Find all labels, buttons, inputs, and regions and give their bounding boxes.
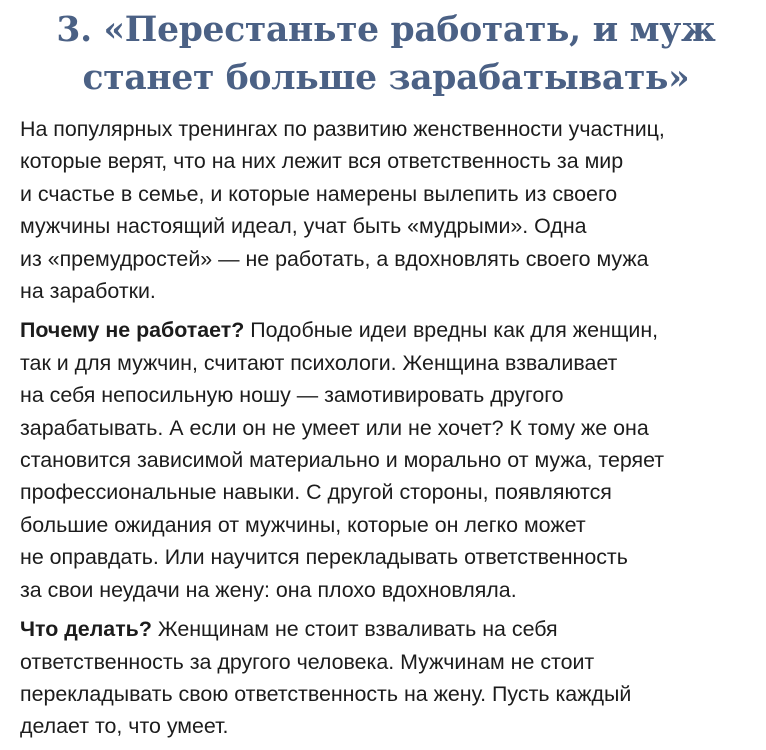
text-line: [20, 314, 752, 346]
text-line: [20, 613, 752, 645]
article-title: [20, 6, 752, 102]
text-line: за свои неудачи на жену: она плохо вдохновляла.: [20, 577, 517, 602]
text-line: не оправдать. Или научится перекладывать ответственность: [20, 545, 628, 570]
what-lead: Что делать?: [20, 617, 152, 642]
what-paragraph: [20, 613, 752, 743]
text-line: так и для мужчин, считают психологи. Женщина взваливает: [20, 350, 618, 375]
why-lead: Почему не работает?: [20, 318, 245, 343]
text-line: и счастье в семье, и которые намерены вылепить из своего: [20, 181, 618, 206]
text-line: которые верят, что на них лежит вся ответственность за мир: [20, 149, 624, 174]
text-line: из «премудростей» — не работать, а вдохновлять своего мужа: [20, 246, 649, 271]
what-first-line: Женщинам не стоит взваливать на себя: [151, 617, 558, 642]
text-line: На популярных тренингах по развитию женственности участниц,: [20, 117, 665, 141]
text-line: перекладывать свою ответственность на жену. Пусть каждый: [20, 681, 632, 706]
title-line: станет больше зарабатывать»: [82, 58, 690, 98]
text-line: на заработки.: [20, 279, 156, 304]
intro-paragraph: [20, 113, 752, 307]
text-line: ответственность за другого человека. Мужчинам не стоит: [20, 649, 595, 674]
text-line: становится зависимой материально и морально от мужа, теряет: [20, 448, 665, 473]
title-line: 3. «Перестаньте работать, и муж: [56, 10, 716, 50]
why-paragraph: [20, 314, 752, 606]
text-line: делает то, что умеет.: [20, 714, 229, 739]
text-line: большие ожидания от мужчины, которые он легко может: [20, 512, 586, 537]
text-line: профессиональные навыки. С другой стороны, появляются: [20, 480, 612, 505]
text-line: мужчины настоящий идеал, учат быть «мудрыми». Одна: [20, 214, 587, 239]
text-line: зарабатывать. А если он не умеет или не хочет? К тому же она: [20, 415, 649, 440]
why-first-line: Подобные идеи вредны как для женщин,: [244, 318, 659, 343]
text-line: на себя непосильную ношу — замотивировать другого: [20, 383, 564, 408]
